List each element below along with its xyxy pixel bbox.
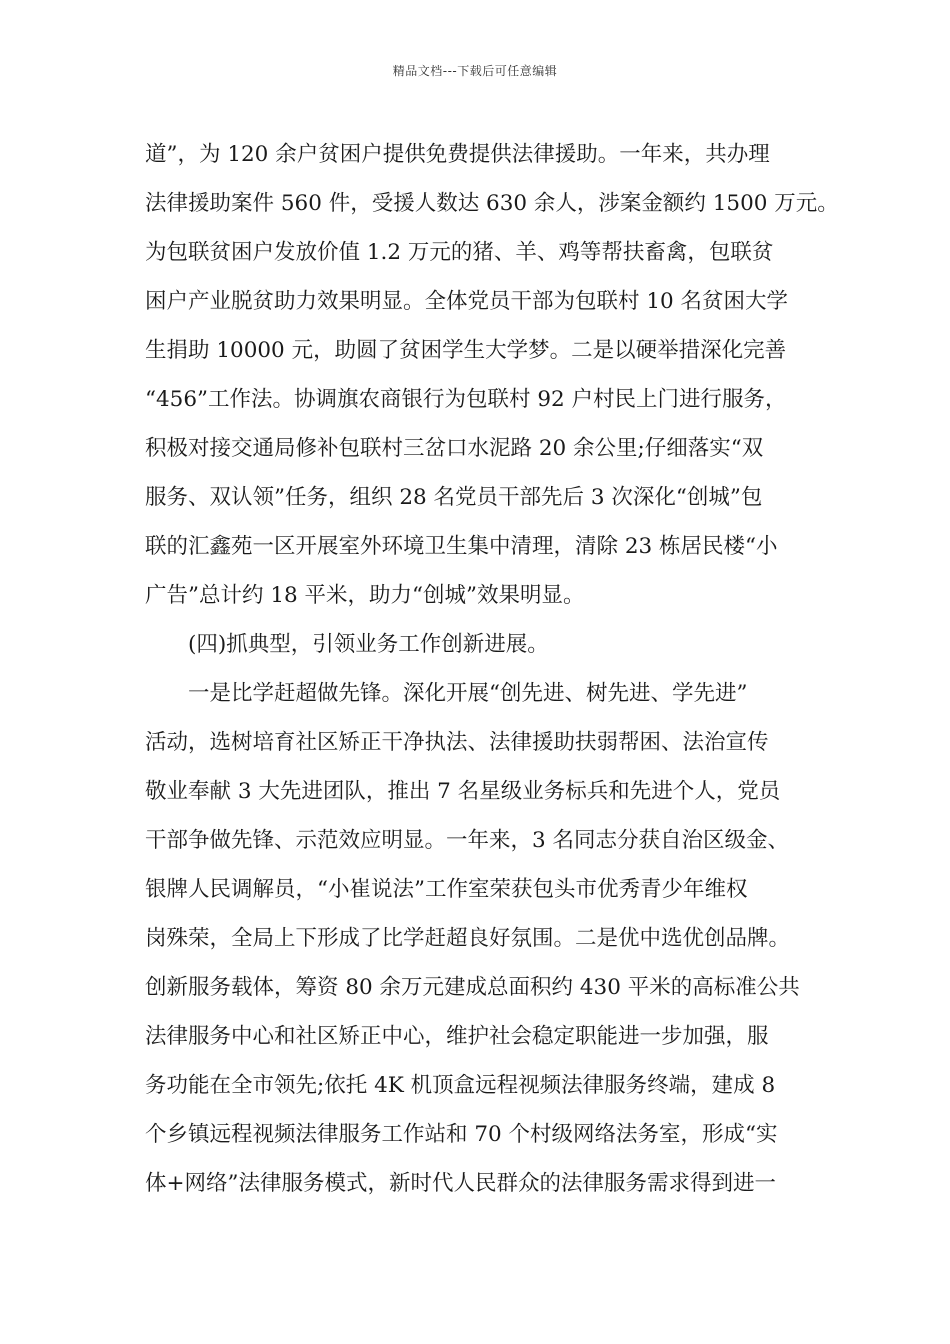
body-line: 个乡镇远程视频法律服务工作站和 70 个村级网络法务室，形成“实 (145, 1122, 778, 1147)
document-body (145, 130, 839, 1208)
body-line: 敬业奉献 3 大先进团队，推出 7 名星级业务标兵和先进个人，党员 (145, 779, 781, 804)
body-line: 法律援助案件 560 件，受援人数达 630 余人，涉案金额约 1500 万元。 (145, 191, 839, 216)
body-line: 活动，选树培育社区矫正干净执法、法律援助扶弱帮困、法治宣传 (145, 730, 769, 755)
body-line: 干部争做先锋、示范效应明显。一年来，3 名同志分获自治区级金、 (145, 828, 790, 853)
body-line: 为包联贫困户发放价值 1.2 万元的猪、羊、鸡等帮扶畜禽，包联贫 (145, 240, 774, 265)
body-line: 创新服务载体，筹资 80 余万元建成总面积约 430 平米的高标准公共 (145, 975, 800, 1000)
body-line: “456”工作法。协调旗农商银行为包联村 92 户村民上门进行服务， (145, 387, 787, 412)
body-line: 联的汇鑫苑一区开展室外环境卫生集中清理，清除 23 栋居民楼“小 (145, 534, 778, 559)
body-line: 积极对接交通局修补包联村三岔口水泥路 20 余公里;仔细落实“双 (145, 436, 764, 461)
section-heading: (四)抓典型，引领业务工作创新进展。 (188, 632, 549, 657)
body-line: 一是比学赶超做先锋。深化开展“创先进、树先进、学先进” (188, 681, 748, 706)
body-line: 岗殊荣，全局上下形成了比学赶超良好氛围。二是优中选优创品牌。 (145, 926, 791, 951)
body-line: 广告”总计约 18 平米，助力“创城”效果明显。 (145, 583, 585, 608)
body-line: 道”，为 120 余户贫困户提供免费提供法律援助。一年来，共办理 (145, 142, 770, 167)
body-line: 困户产业脱贫助力效果明显。全体党员干部为包联村 10 名贫困大学 (145, 289, 789, 314)
body-line: 体+网络”法律服务模式，新时代人民群众的法律服务需求得到进一 (145, 1171, 777, 1196)
body-line: 务功能在全市领先;依托 4K 机顶盒远程视频法律服务终端，建成 8 (145, 1073, 776, 1098)
body-line: 生捐助 10000 元，助圆了贫困学生大学梦。二是以硬举措深化完善 (145, 338, 787, 363)
body-line: 服务、双认领”任务，组织 28 名党员干部先后 3 次深化“创城”包 (145, 485, 763, 510)
body-line: 法律服务中心和社区矫正中心，维护社会稳定职能进一步加强，服 (145, 1024, 769, 1049)
page-header: 精品文档---下载后可任意编辑 (392, 64, 558, 78)
body-line: 银牌人民调解员，“小崔说法”工作室荣获包头市优秀青少年维权 (145, 877, 748, 902)
